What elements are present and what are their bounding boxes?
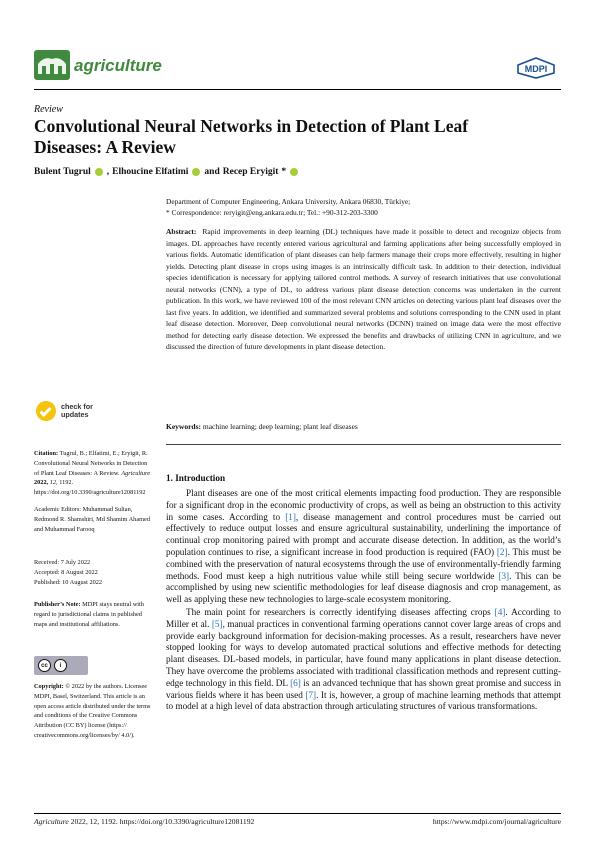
journal-logo-icon: [34, 50, 70, 80]
dates-block: [34, 558, 154, 587]
copyright-block: [34, 682, 154, 741]
paragraph-text: Plant diseases are one of the most critical elements impacting food production. They are responsible for a significant drop in the economic productivity of crops, as well as being an obstruction to this activity in some cases. According to: [166, 488, 561, 522]
paragraph-text: . It is, however, a group of machine learning methods that attempt to model at a high level of data abstraction through articulating structures of various transformations.: [166, 689, 561, 712]
citation-link[interactable]: [7]: [305, 689, 317, 700]
footer-journal: Agriculture: [34, 817, 69, 826]
footer-doi[interactable]: 2022, 12, 1192. https://doi.org/10.3390/agriculture12081192: [70, 817, 255, 826]
publisher-note: [34, 600, 154, 629]
journal-name: agriculture: [74, 56, 162, 75]
paragraph-text: . This can be accomplished by using new scientific methodologies for leaf disease diagnosis and crop management, as well as applying these new technologies to large-scale ecosystem monitoring.: [166, 570, 561, 605]
section-heading: 1. Introduction: [166, 473, 226, 483]
editors-text: Muhammad Sultan, Redmond R. Shamshiri, Md Shamim Ahamed and Muhammad Farooq: [34, 506, 150, 533]
keywords: [166, 422, 561, 431]
header-rule: [34, 89, 561, 90]
published-date: Published: 10 August 2022: [34, 578, 103, 586]
check-updates-line1: check for: [61, 402, 93, 411]
abstract-label: Abstract:: [166, 227, 197, 236]
citation-text: Tugrul, B.; Elfatimi, E.; Eryigit, R. Convolutional Neural Networks in Detection of Plant Leaf Diseases: A Review.: [34, 450, 148, 477]
mdpi-logo-text: MDPI: [524, 64, 548, 74]
citation-doi[interactable]: 1192. https://doi.org/10.3390/agriculture12081192: [34, 479, 146, 497]
body-paragraph: [166, 488, 561, 606]
cc-by-license-badge[interactable]: [34, 656, 88, 675]
keywords-label: Keywords:: [166, 422, 201, 431]
abstract-text: Rapid improvements in deep learning (DL) techniques have made it possible to detect and recognize objects from images. DL approaches have recently entered various agricultural and farming applications after being successfully employed in various fields. Automatic identification of plant diseases can help farmers manage their crops more effectively, resulting in higher yields. Detecting plant disease in crops using images is an intrinsically difficult task. In addition to their detection, individual species identification is necessary for applying tailored control methods. A survey of research initiatives that use convolutional neural networks (CNN), a type of DL, to address various plant disease detection concerns was undertaken in the current publication. In this work, we have reviewed 100 of the most relevant CNN articles on detecting various plant leaf diseases over the last five years. In addition, we identified and summarized several problems and solutions corresponding to the CNN used in plant leaf disease detection. Moreover, Deep convolutional neural networks (DCNN) trained on image data were the most effective method for detecting early disease detection. We expressed the benefits and drawbacks of utilizing CNN in agriculture, and we discussed the direction of future developments in plant disease detection.: [166, 227, 561, 351]
citation-link[interactable]: [4]: [494, 606, 506, 617]
paragraph-text: is an advanced technique that has shown great promise and success in various fields where it has been used: [166, 677, 561, 700]
citation-link[interactable]: [3]: [498, 570, 510, 581]
keywords-text: machine learning; deep learning; plant leaf diseases: [202, 422, 358, 431]
accepted-date: Accepted: 8 August 2022: [34, 568, 98, 576]
author-separator: ,: [106, 167, 110, 177]
author-list: [34, 167, 299, 177]
paragraph-text: The main point for researchers is correctly identifying diseases affecting crops: [186, 606, 495, 617]
editors-block: [34, 505, 154, 534]
citation-journal: Agriculture: [121, 469, 151, 477]
footer-journal-url[interactable]: https://www.mdpi.com/journal/agriculture: [432, 817, 561, 826]
affiliation-block: [166, 196, 556, 218]
author-name[interactable]: Bulent Tugrul: [34, 167, 91, 177]
copyright-text: © 2022 by the authors. Licensee MDPI, Basel, Switzerland. This article is an open access article distributed under the terms and conditions of the Creative Commons Attribution (CC BY) license (https:// creativecommons.org/licenses/by/ 4.0/).: [34, 683, 151, 739]
keywords-rule: [166, 444, 561, 445]
paragraph-text: , manual practices in conventional farming operations cannot cover large areas of crops and provide early background information for decision-making processes. As a result, researchers have never stopped looking for ways to develop automated practical solutions and effective methods for detecting plant diseases. DL-based models, in particular, have found many applications in plant disease detection. They have overcome the problems associated with traditional classification methods and represent cutting-edge technology in this field. DL: [166, 618, 561, 688]
orcid-icon[interactable]: [290, 168, 298, 176]
note-label: Publisher’s Note:: [34, 601, 81, 608]
correspondence: * Correspondence: reryigit@eng.ankara.edu.tr; Tel.: +90-312-203-3300: [166, 208, 378, 217]
citation-link[interactable]: [5]: [211, 618, 223, 629]
received-date: Received: 7 July 2022: [34, 559, 91, 566]
citation-volume: 12,: [49, 479, 58, 487]
citation-link[interactable]: [2]: [496, 546, 508, 557]
orcid-icon[interactable]: [95, 168, 103, 176]
author-name[interactable]: Recep Eryigit: [222, 167, 279, 177]
citation-link[interactable]: [6]: [290, 677, 301, 688]
citation-label: Citation:: [34, 450, 59, 457]
note-text: MDPI stays neutral with regard to jurisdictional claims in published maps and institutional affiliations.: [34, 601, 144, 628]
paragraph-text: , disease management and control procedures must be carried out effectively to reduce output losses and ensure agricultural sustainability, underlining the importance of continual crop monitoring paired with prompt and accurate disease detection. In addition, as the world’s population continues to rise, a significant increase in food production is required (FAO): [166, 511, 562, 557]
cc-icon: cc: [38, 659, 51, 672]
check-updates-line2: updates: [61, 410, 89, 419]
citation-link[interactable]: [1]: [285, 511, 296, 522]
affiliation: Department of Computer Engineering, Ankara University, Ankara 06830, Türkiye;: [166, 197, 411, 206]
check-updates-icon: [36, 401, 56, 421]
article-type: Review: [34, 104, 63, 115]
citation-year: 2022,: [34, 479, 49, 487]
footer-citation: [34, 817, 254, 826]
author-separator: and: [204, 167, 220, 177]
paragraph-text: . According to Miller et al.: [166, 606, 561, 629]
editors-label: Academic Editors:: [34, 506, 82, 513]
paragraph-text: . This must be combined with the preservation of natural ecosystems through the use of environmentally-friendly farming methods. Food must keep a high nutritious value while still being secure worldwide: [166, 546, 561, 581]
copyright-label: Copyright:: [34, 683, 64, 690]
footer-rule: [34, 813, 561, 814]
author-name[interactable]: Elhoucine Elfatimi: [112, 167, 189, 177]
corresponding-mark: *: [281, 167, 287, 177]
abstract: [166, 226, 561, 353]
body-paragraph: [166, 607, 561, 713]
check-for-updates-badge[interactable]: [36, 401, 93, 421]
mdpi-logo-icon: [516, 57, 556, 79]
citation-block: [34, 449, 154, 498]
orcid-icon[interactable]: [192, 168, 200, 176]
article-title: Convolutional Neural Networks in Detection of Plant Leaf Diseases: A Review: [34, 116, 469, 157]
by-icon: i: [54, 659, 67, 672]
body-text: [166, 488, 561, 713]
